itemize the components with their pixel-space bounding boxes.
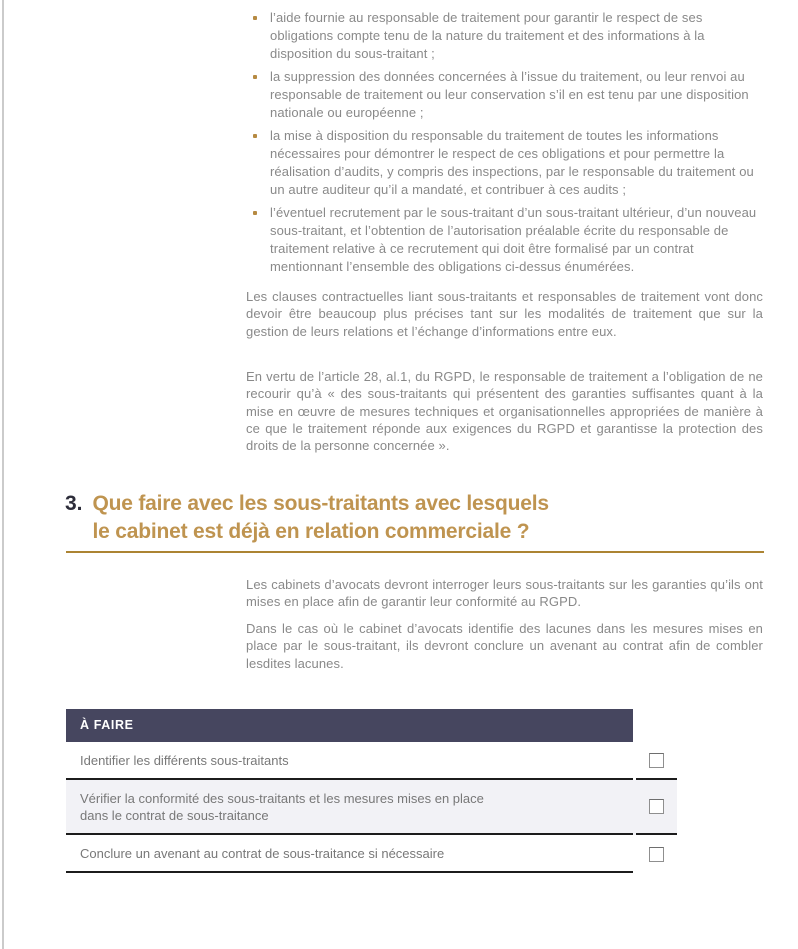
bullet-item <box>246 9 763 63</box>
paragraph: Dans le cas où le cabinet d’avocats identifie des lacunes dans les mesures mises en place par le sous-traitant, ils devront conclure un avenant au contrat afin de combler lesdites lacunes. <box>246 621 763 671</box>
bullet-dot <box>253 211 257 215</box>
bullet-text: la suppression des données concernées à l’issue du traitement, ou leur renvoi au responsable de traitement ou leur conservation s’il en est tenu par une disposition nationale ou européenne ; <box>270 69 749 120</box>
paragraph: Les cabinets d’avocats devront interroger leurs sous-traitants sur les garanties qu’ils ont mises en place afin de garantir leur conformité au RGPD. <box>246 577 763 610</box>
bullet-text: l’aide fournie au responsable de traitement pour garantir le respect de ses obligations compte tenu de la nature du traitement et des informations à la disposition du sous-traitant ; <box>270 10 705 61</box>
heading-rule <box>66 551 764 553</box>
todo-checkbox-cell <box>636 742 677 780</box>
bullet-list <box>246 9 763 281</box>
bullet-dot <box>253 75 257 79</box>
todo-table-header: À FAIRE <box>66 709 633 742</box>
checkbox[interactable] <box>649 799 664 814</box>
todo-item-label: Conclure un avenant au contrat de sous-traitance si nécessaire <box>66 835 633 873</box>
todo-checkbox-cell <box>636 835 677 873</box>
bullet-dot <box>253 134 257 138</box>
bullet-text: la mise à disposition du responsable du traitement de toutes les informations nécessaires pour démontrer le respect de ces obligations et pour permettre la réalisation d’audits, y compris des inspections, par le responsable du traitement ou un autre auditeur qu’il a mandaté, et contribuer à ces audits ; <box>270 128 754 197</box>
todo-item-label: Identifier les différents sous-traitants <box>66 742 633 780</box>
todo-table <box>66 709 677 873</box>
paragraph: En vertu de l’article 28, al.1, du RGPD, le responsable de traitement a l’obligation de ne recourir qu’à « des sous-traitants qui présentent des garanties suffisantes quant à la mise en œuvre de mesures techniques et organisationnelles appropriées de manière à ce que le traitement réponde aux exigences du RGPD et garantisse la protection des droits de la personne concernée ». <box>246 369 763 454</box>
bullet-item <box>246 68 763 122</box>
table-row <box>66 835 677 873</box>
table-row <box>66 780 677 835</box>
paragraph: Les clauses contractuelles liant sous-traitants et responsables de traitement vont donc devoir être beaucoup plus précises tant sur les modalités de traitement que sur la gestion de leurs relations et l’échange d’informations entre eux. <box>246 289 763 339</box>
todo-item-label: Vérifier la conformité des sous-traitants et les mesures mises en place dans le contrat de sous-traitance <box>66 780 633 835</box>
section-title-line2: le cabinet est déjà en relation commerciale ? <box>92 520 530 543</box>
section-heading <box>65 490 765 546</box>
table-row <box>66 742 677 780</box>
page-edge-line <box>2 0 4 949</box>
bullet-dot <box>253 16 257 20</box>
section-number: 3. <box>65 492 83 515</box>
todo-checkbox-cell <box>636 780 677 835</box>
checkbox[interactable] <box>649 847 664 862</box>
bullet-item <box>246 127 763 199</box>
section-title-line1: Que faire avec les sous-traitants avec lesquels <box>92 492 549 515</box>
bullet-item <box>246 204 763 276</box>
section-title <box>93 490 549 546</box>
bullet-text: l’éventuel recrutement par le sous-traitant d’un sous-traitant ultérieur, d’un nouveau sous-traitant, et l’obtention de l’autorisation préalable écrite du responsable de traitement relative à ce recrutement qui doit être formalisé par un contrat mentionnant l’ensemble des obligations ci-dessus énumérées. <box>270 205 757 274</box>
checkbox[interactable] <box>649 753 664 768</box>
